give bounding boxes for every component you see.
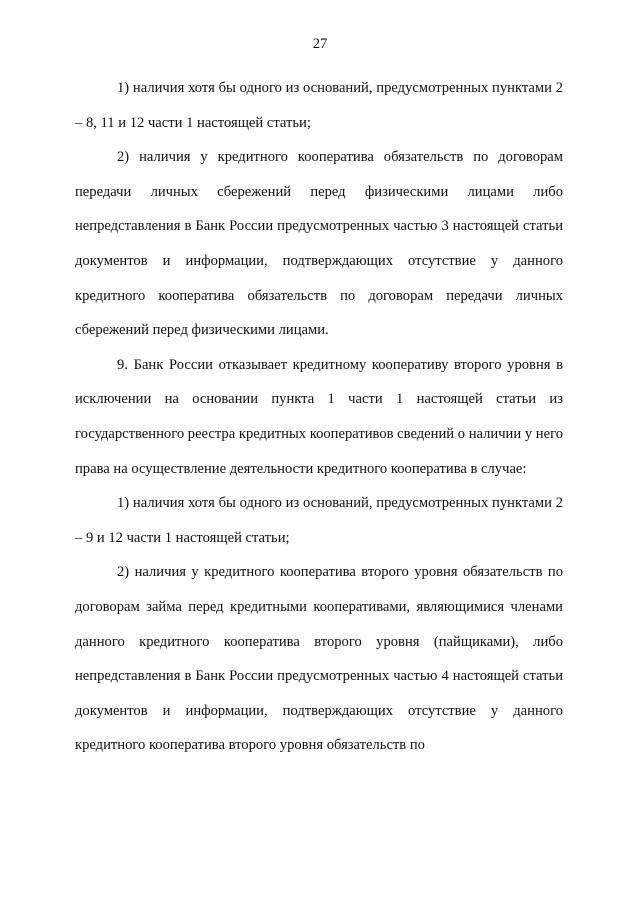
paragraph-clause-9-1: 1) наличия хотя бы одного из оснований, предусмотренных пунктами 2 – 9 и 12 части 1 настоящей статьи; xyxy=(75,495,563,546)
paragraph-clause-8-1: 1) наличия хотя бы одного из оснований, предусмотренных пунктами 2 – 8, 11 и 12 части 1 настоящей статьи; xyxy=(75,80,563,131)
paragraph-clause-9-2: 2) наличия у кредитного кооператива второго уровня обязательств по договорам займа перед кредитными кооперативами, являющимися членами данного кредитного кооператива второго уровня (пайщиками), либо непредставления в Банк России предусмотренных частью 4 настоящей статьи документов и информации, подтверждающих отсутствие у данного кредитного кооператива второго уровня обязательств по xyxy=(75,564,563,754)
paragraph-part-9: 9. Банк России отказывает кредитному кооперативу второго уровня в исключении на основании пункта 1 части 1 настоящей статьи из государственного реестра кредитных кооперативов сведений о наличии у него права на осуществление деятельности кредитного кооператива в случае: xyxy=(75,356,563,477)
page-number: 27 xyxy=(312,36,328,52)
paragraph-clause-8-2: 2) наличия у кредитного кооператива обязательств по договорам передачи личных сбережений перед физическими лицами либо непредставления в Банк России предусмотренных частью 3 настоящей статьи документов и информации, подтверждающих отсутствие у данного кредитного кооператива обязательств по договорам передачи личных сбережений перед физическими лицами. xyxy=(75,149,563,339)
document-body xyxy=(75,71,563,763)
